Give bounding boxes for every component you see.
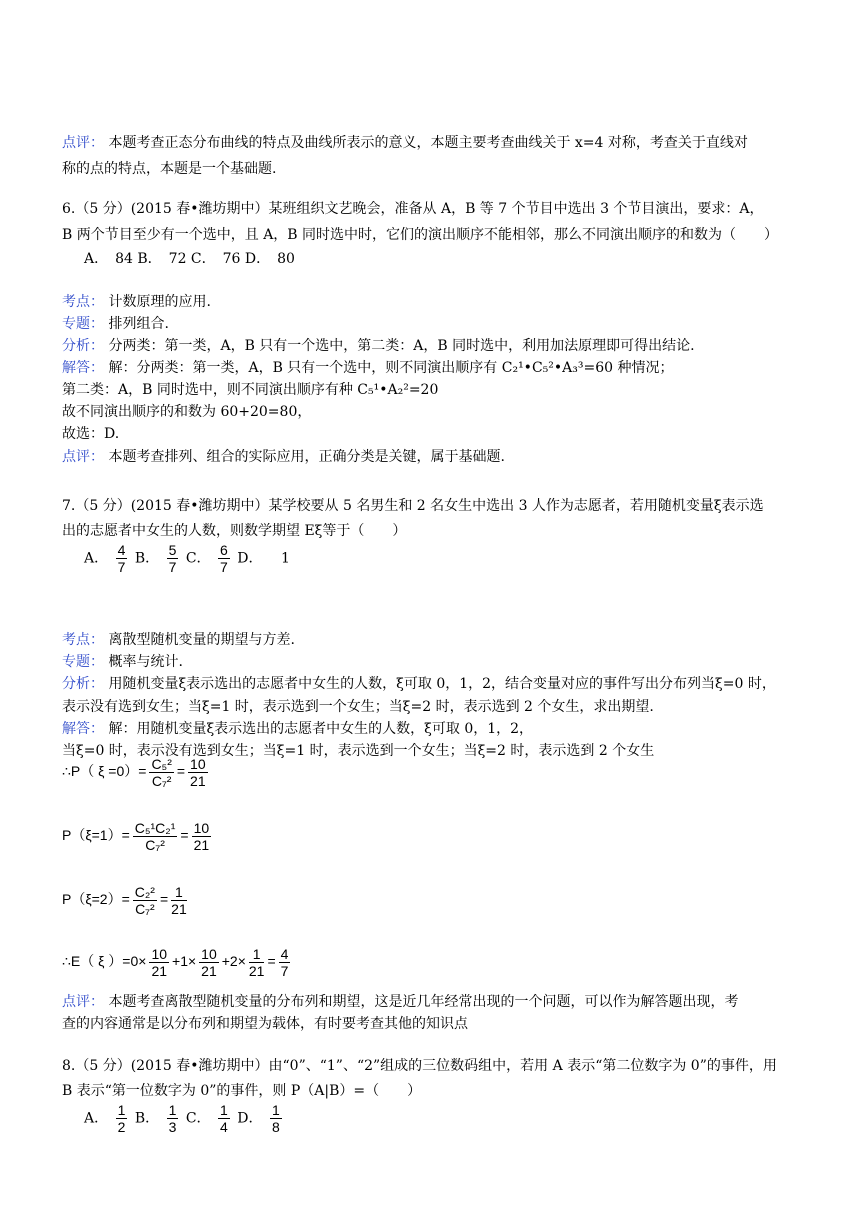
q6-fenxi-text: 分两类：第一类，A，B 只有一个选中，第二类：A，B 同时选中，利用加法原理即可得出结论. [108,338,695,354]
kaodian-label: 考点： [62,294,104,310]
q8-opt-b-label: B． [134,1110,160,1127]
q7-zhuanti-text: 概率与统计. [108,654,183,670]
q6-jieda-line3: 故不同演出顺序的和数为 60+20=80， [62,404,312,420]
fenxi-label: 分析： [62,676,104,692]
q8-stem-line1: 8.（5 分）(2015 春•潍坊期中）由“0”、“1”、“2”组成的三位数码组中，若用 A 表示“第二位数字为 0”的事件，用 [62,1058,777,1074]
q7-p1-formula: P（ξ=1）= $\frac{\text{C₅¹C₂¹}}{\text{C₇²}}$ = $\frac{10}{21}$ [62,820,210,853]
q7-opt-b-fraction: $\frac{5}{7}$ [168,542,177,575]
q7-review-text1: 本题考查离散型随机变量的分布列和期望，这是近几年经常出现的一个问题，可以作为解答题出现，考 [108,994,739,1010]
q7-opt-c-fraction: $\frac{6}{7}$ [220,542,228,575]
review-label: 点评： [62,994,104,1010]
q7-opt-c-label: C． [185,550,211,567]
q6-options: A． 84 B． 72 C． 76 D． 80 [84,251,295,267]
q7-p0-formula: ∴P（ ξ =0）= $\frac{\text{C₅²}}{\text{C₇²}}$ = $\frac{10}{21}$ [62,756,206,789]
q6-stem-line2: B 两个节目至少有一个选中，且 A，B 同时选中时，它们的演出顺序不能相邻，那么不同演出顺序的和数为（ ） [62,227,779,243]
fenxi-label: 分析： [62,338,104,354]
q6-stem-line1: 6.（5 分）(2015 春•潍坊期中）某班组织文艺晚会，准备从 A，B 等 7 个节目中选出 3 个节目演出，要求：A， [62,201,764,217]
q8-options [84,1102,285,1135]
q7-review-line1 [62,992,738,1012]
q7-expectation-formula: ∴E（ ξ ）=0× $\frac{10}{21}$ +1× $\frac{10}{21}$ +2× $\frac{1}{21}$ = $\frac{4}{7}$ [62,946,289,979]
q6-kaodian [62,292,211,312]
q6-jieda-line2: 第二类：A，B 同时选中，则不同演出顺序有种 C₅¹•A₂²=20 [62,382,439,398]
q7-zhuanti [62,652,183,672]
q8-opt-c-label: C． [185,1110,211,1127]
q8-opt-b-fraction: $\frac{1}{3}$ [168,1102,177,1135]
q7-p2-formula: P（ξ=2）= $\frac{\text{C₂²}}{\text{C₇²}}$ = $\frac{1}{21}$ [62,884,187,917]
q8-opt-d-label: D． [237,1110,263,1127]
q6-kaodian-text: 计数原理的应用. [108,294,211,310]
review-label: 点评： [62,449,104,465]
q8-opt-a-label: A． [84,1110,109,1127]
zhuanti-label: 专题： [62,654,104,670]
q7-review-line2: 查的内容通常是以分布列和期望为载体，有时要考查其他的知识点 [62,1016,468,1032]
q7-jieda-text1: 解：用随机变量ξ表示选出的志愿者中女生的人数，ξ可取 0，1，2， [108,721,534,737]
q8-opt-c-fraction: $\frac{1}{4}$ [220,1102,228,1135]
q7-opt-a-label: A． [84,550,109,567]
q6-review-text: 本题考查排列、组合的实际应用，正确分类是关键，属于基础题. [108,449,505,465]
jieda-label: 解答： [62,721,104,737]
q6-review [62,447,505,467]
q5-review-line1 [62,133,748,153]
q6-zhuanti-text: 排列组合. [108,316,169,332]
q5-review-line2: 称的点的特点，本题是一个基础题. [62,161,277,177]
q6-jieda-line4: 故选：D. [62,426,120,442]
q8-opt-d-fraction: $\frac{1}{8}$ [271,1102,280,1135]
q7-jieda-line1 [62,719,533,739]
q7-stem-line2: 出的志愿者中女生的人数，则数学期望 Eξ等于（ ） [62,523,407,539]
zhuanti-label: 专题： [62,316,104,332]
q7-stem-line1: 7.（5 分）(2015 春•潍坊期中）某学校要从 5 名男生和 2 名女生中选出 3 人作为志愿者，若用随机变量ξ表示选 [62,498,764,514]
q7-fenxi-text1: 用随机变量ξ表示选出的志愿者中女生的人数，ξ可取 0，1，2，结合变量对应的事件写出分布列当ξ=0 时， [108,676,776,692]
q6-jieda-text1: 解：分两类：第一类，A，B 只有一个选中，则不同演出顺序有 C₂¹•C₅²•A₃³=60 种情况； [108,360,674,376]
jieda-label: 解答： [62,360,104,376]
q7-fenxi-line2: 表示没有选到女生；当ξ=1 时，表示选到一个女生；当ξ=2 时，表示选到 2 个女生，求出期望. [62,699,654,715]
q6-fenxi [62,336,695,356]
q7-kaodian [62,630,295,650]
q7-opt-a-fraction: $\frac{4}{7}$ [117,542,126,575]
q7-jieda-line2: 当ξ=0 时，表示没有选到女生；当ξ=1 时，表示选到一个女生；当ξ=2 时，表示选到 2 个女生 [62,743,655,759]
q6-jieda-line1 [62,358,673,378]
q8-stem-line2: B 表示“第一位数字为 0”的事件，则 P（A|B）=（ ） [62,1083,422,1099]
review-label: 点评： [62,135,104,151]
q7-opt-b-label: B． [134,550,160,567]
q7-opt-d-value: 1 [280,550,290,567]
q7-opt-d-label: D． [237,550,263,567]
kaodian-label: 考点： [62,632,104,648]
q8-opt-a-fraction: $\frac{1}{2}$ [117,1102,126,1135]
q7-fenxi-line1 [62,674,776,694]
q5-review-text1: 本题考查正态分布曲线的特点及曲线所表示的意义，本题主要考查曲线关于 x=4 对称，考查关于直线对 [108,135,748,151]
q7-kaodian-text: 离散型随机变量的期望与方差. [108,632,295,648]
q6-zhuanti [62,314,169,334]
q7-options [84,542,290,575]
